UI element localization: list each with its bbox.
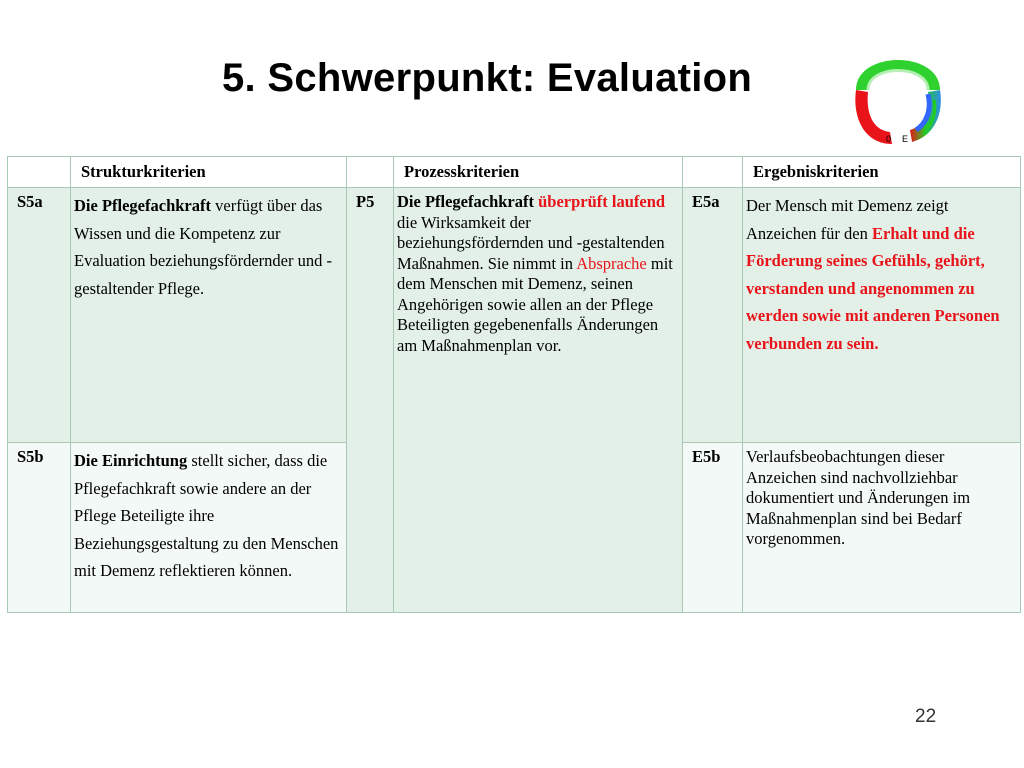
s5a-lead: Die Pflegefachkraft (74, 196, 211, 215)
e5a-text: Der Mensch mit Demenz zeigt Anzeichen für den (746, 196, 949, 243)
cell-e5b: Verlaufsbeobachtungen dieser Anzeichen sind nachvollziehbar dokumentiert und Änderungen im Maßnahmenplan sind bei Bedarf vorgenommen. (743, 443, 1021, 613)
p5-lead: Die Pflegefachkraft (397, 192, 534, 211)
s5b-lead: Die Einrichtung (74, 451, 188, 470)
criteria-table (7, 156, 1021, 613)
header-empty-2 (347, 157, 394, 188)
cycle-label-right: E (902, 134, 909, 144)
code-s5b: S5b (8, 443, 71, 613)
cell-e5a (743, 188, 1021, 443)
e5a-highlight: Erhalt und die Förderung seines Gefühls, gehört, verstanden und angenommen zu werden sowie mit anderen Personen verbunden zu sein. (746, 223, 1000, 353)
header-empty-3 (683, 157, 743, 188)
cycle-label-left: 0 (886, 134, 892, 144)
cell-p5 (394, 188, 683, 613)
s5b-text: stellt sicher, dass die Pflegefachkraft sowie andere an der Pflege Beteiligte ihre Beziehungsgestaltung zu den Menschen mit Demenz reflektieren können. (74, 451, 339, 580)
code-e5b: E5b (683, 443, 743, 613)
table-row (8, 188, 1021, 443)
code-e5a: E5a (683, 188, 743, 443)
header-empty-1 (8, 157, 71, 188)
header-prozesskriterien: Prozesskriterien (394, 157, 683, 188)
code-s5a: S5a (8, 188, 71, 443)
s5a-text: verfügt über das Wissen und die Kompetenz zur Evaluation beziehungsfördernder und -gestaltender Pflege. (74, 196, 332, 298)
header-ergebniskriterien: Ergebniskriterien (743, 157, 1021, 188)
evaluation-cycle-icon (846, 40, 950, 148)
cell-s5a (71, 188, 347, 443)
p5-text-1: die Wirksamkeit der beziehungsfördernden und -gestaltenden Maßnahmen. Sie nimmt in (397, 212, 665, 273)
p5-text-2: mit dem Menschen mit Demenz, seinen Angehörigen sowie allen an der Pflege Beteiligten gegebenenfalls Änderungen am Maßnahmenplan vor. (397, 253, 673, 355)
page-number: 22 (915, 706, 937, 727)
table-header-row (8, 157, 1021, 188)
header-strukturkriterien: Strukturkriterien (71, 157, 347, 188)
cell-s5b (71, 443, 347, 613)
page-title: 5. Schwerpunkt: Evaluation (222, 56, 753, 100)
p5-highlight-1: überprüft laufend (534, 192, 666, 211)
code-p5: P5 (347, 188, 394, 613)
p5-highlight-2: Absprache (576, 253, 647, 273)
